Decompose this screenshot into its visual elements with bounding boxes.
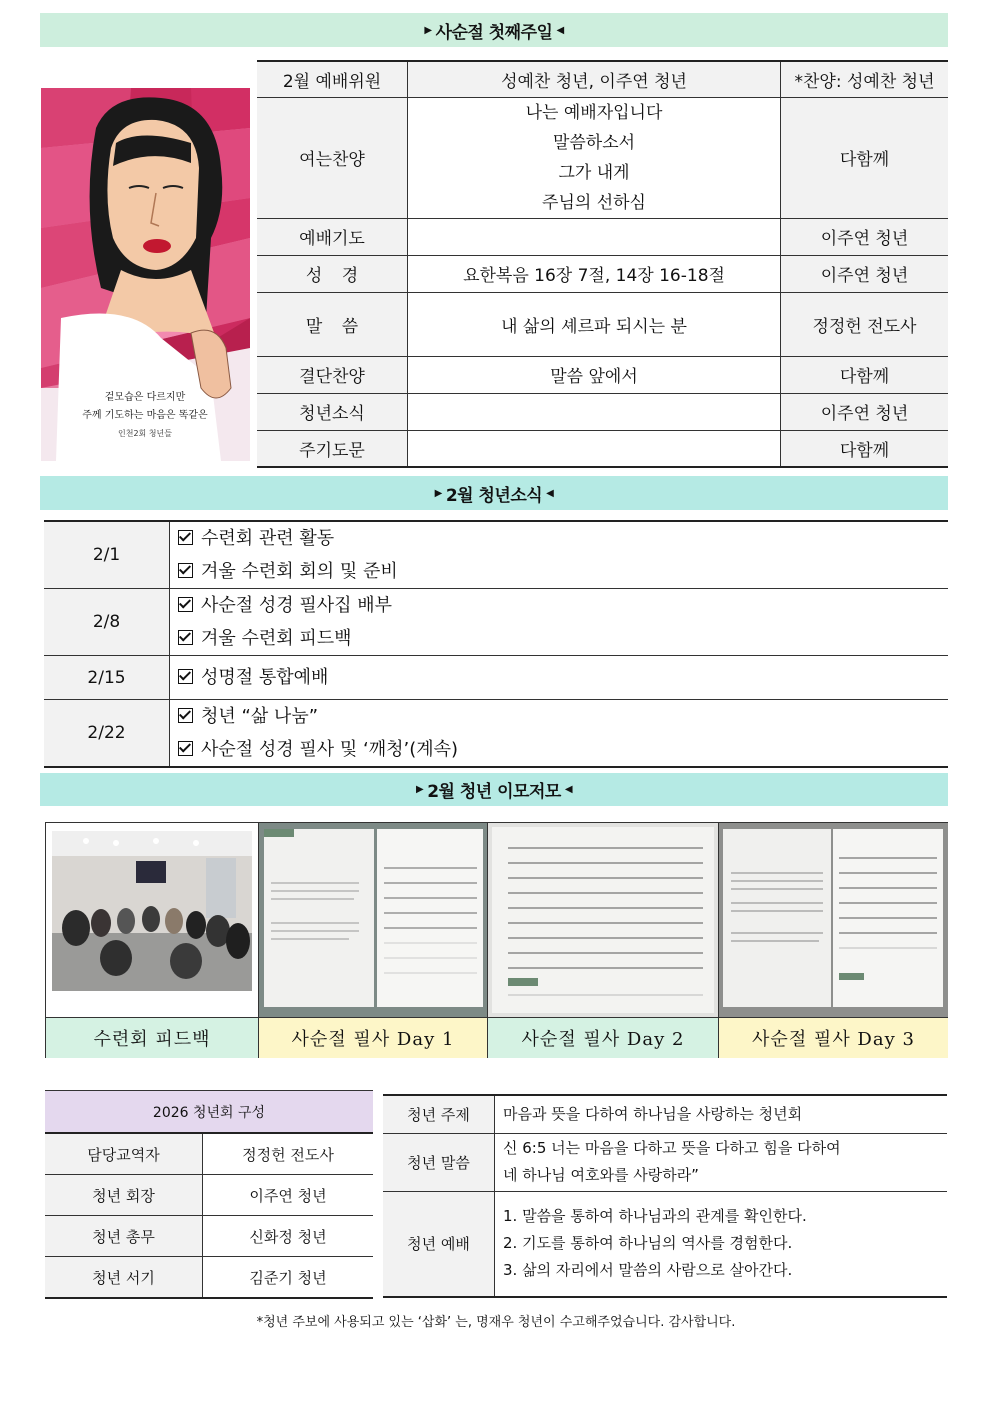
news-item: [178, 661, 948, 694]
news-items: [170, 700, 949, 768]
worship-committee-label: 2월 예배위원: [257, 61, 408, 97]
art-caption-line-1: 겉모습은 다르지만: [104, 392, 186, 403]
song-title: 나는 예배자입니다: [525, 102, 663, 123]
council-title: 2026 청년회 구성: [45, 1091, 373, 1134]
news-item: [178, 733, 948, 766]
news-item-text: 겨울 수련회 회의 및 준비: [201, 561, 398, 582]
triangle-right-icon: ▶: [424, 24, 432, 36]
worship-header-row: [257, 61, 948, 97]
council-row: [45, 1133, 373, 1175]
news-item-text: 성명절 통합예배: [201, 667, 329, 688]
news-row: [44, 700, 948, 768]
news-row: [44, 589, 948, 656]
photo-gallery: [45, 822, 948, 1058]
theme-label: 청년 주제: [383, 1095, 495, 1133]
news-item: [178, 700, 948, 733]
photo-caption: 사순절 필사 Day 3: [719, 1017, 948, 1058]
news-item: [178, 622, 948, 655]
theme-row: [383, 1095, 947, 1133]
checkbox-checked-icon: [178, 597, 193, 612]
worship-row: [257, 430, 948, 467]
theme-value: [495, 1095, 948, 1133]
council-row: [45, 1257, 373, 1299]
worship-row-leader: 이주연 청년: [781, 393, 949, 430]
council-row: [45, 1175, 373, 1216]
worship-row-content: 요한복음 16장 7절, 14장 16-18절: [408, 255, 781, 292]
news-items: [170, 656, 949, 700]
song-title: 주님의 선하심: [542, 192, 646, 213]
worship-row-label: 청년소식: [257, 393, 408, 430]
theme-line: 신 6:5 너는 마음을 다하고 뜻을 다하고 힘을 다하여: [503, 1139, 841, 1157]
art-caption-line-3: 인천2회 청년들: [117, 429, 173, 438]
worship-row: [257, 393, 948, 430]
footer-note: *청년 주보에 사용되고 있는 ‘삽화’ 는, 명재우 청년이 수고해주었습니다. 감사합니다.: [256, 1315, 736, 1330]
theme-table: [383, 1094, 947, 1298]
council-table: [45, 1090, 373, 1299]
worship-row-label: 결단찬양: [257, 356, 408, 393]
worship-row: [257, 255, 948, 292]
news-date: 2/1: [44, 521, 170, 589]
theme-line: 2. 기도를 통하여 하나님의 역사를 경험한다.: [503, 1234, 793, 1253]
news-table: [44, 520, 948, 768]
news-item-text: 청년 “삶 나눔”: [201, 706, 319, 727]
theme-value: [495, 1133, 948, 1191]
worship-row-leader: 다함께: [781, 430, 949, 467]
photo-caption: 사순절 필사 Day 1: [259, 1017, 488, 1058]
worship-row-leader: 다함께: [781, 97, 949, 218]
news-item-text: 겨울 수련회 피드백: [201, 628, 352, 649]
photo-lent-day-2: [488, 823, 719, 1017]
news-date: 2/22: [44, 700, 170, 768]
photo-lent-day-3: [719, 823, 948, 1017]
triangle-right-icon: ▶: [434, 487, 442, 499]
worship-row-label: 말 씀: [257, 292, 408, 356]
theme-row: [383, 1133, 947, 1191]
section-title: 2월 청년소식: [445, 485, 543, 506]
news-row: [44, 656, 948, 700]
news-item-text: 사순절 성경 필사 및 ‘깨청’(계속): [201, 739, 459, 760]
section-banner-gallery: [40, 773, 948, 806]
worship-row-content: 내 삶의 셰르파 되시는 분: [408, 292, 781, 356]
council-role: 청년 회장: [45, 1175, 203, 1216]
checkbox-checked-icon: [178, 563, 193, 578]
triangle-right-icon: ▶: [415, 784, 424, 795]
council-row: [45, 1216, 373, 1257]
section-title: 2월 청년 이모저모: [427, 782, 561, 802]
worship-row: [257, 356, 948, 393]
news-items: [170, 521, 949, 589]
photo-caption: 사순절 필사 Day 2: [488, 1017, 719, 1058]
checkbox-checked-icon: [178, 669, 193, 684]
photo-lent-day-1: [259, 823, 488, 1017]
prayer-illustration: [41, 88, 250, 461]
triangle-left-icon: ◀: [564, 784, 573, 795]
checkbox-checked-icon: [178, 708, 193, 723]
news-item: [178, 589, 948, 622]
theme-label: 청년 예배: [383, 1191, 495, 1297]
opening-songs: [408, 97, 781, 218]
worship-row: [257, 292, 948, 356]
news-date: 2/8: [44, 589, 170, 656]
section-banner-news: [40, 476, 948, 510]
worship-table: [257, 60, 948, 468]
photo-retreat-feedback: [46, 823, 259, 1017]
worship-row-label: 예배기도: [257, 218, 408, 255]
council-name: 이주연 청년: [203, 1175, 374, 1216]
worship-row-label: 여는찬양: [257, 97, 408, 218]
worship-row: [257, 97, 948, 218]
worship-row-leader: 이주연 청년: [781, 255, 949, 292]
news-item: [178, 522, 948, 555]
council-header-row: [45, 1091, 373, 1134]
section-banner-lent: [40, 13, 948, 47]
news-item-text: 수련회 관련 활동: [201, 528, 335, 549]
news-item-text: 사순절 성경 필사집 배부: [201, 595, 393, 616]
checkbox-checked-icon: [178, 530, 193, 545]
photo-caption: 수련회 피드백: [46, 1017, 259, 1058]
theme-line: 3. 삶의 자리에서 말씀의 사람으로 살아간다.: [503, 1261, 793, 1280]
news-item: [178, 555, 948, 588]
song-title: 말씀하소서: [552, 132, 636, 153]
worship-row-label: 주기도문: [257, 430, 408, 467]
council-name: 신화정 청년: [203, 1216, 374, 1257]
worship-row-leader: 이주연 청년: [781, 218, 949, 255]
theme-line: 1. 말씀을 통하여 하나님과의 관계를 확인한다.: [503, 1207, 807, 1226]
theme-line: 마음과 뜻을 다하여 하나님을 사랑하는 청년회: [503, 1104, 803, 1123]
checkbox-checked-icon: [178, 630, 193, 645]
triangle-left-icon: ◀: [546, 487, 554, 499]
worship-choir: *찬양: 성예찬 청년: [781, 61, 949, 97]
section-title: 사순절 첫째주일: [435, 22, 553, 43]
council-role: 담당교역자: [45, 1133, 203, 1175]
worship-row-leader: 다함께: [781, 356, 949, 393]
worship-row: [257, 218, 948, 255]
theme-line: 네 하나님 여호와를 사랑하라”: [503, 1166, 699, 1184]
worship-row-content: [408, 218, 781, 255]
worship-row-content: [408, 430, 781, 467]
theme-label: 청년 말씀: [383, 1133, 495, 1191]
news-row: [44, 521, 948, 589]
art-caption-line-2: 주께 기도하는 마음은 똑같은: [82, 410, 208, 421]
council-role: 청년 총무: [45, 1216, 203, 1257]
worship-committee-members: 성예찬 청년, 이주연 청년: [408, 61, 781, 97]
song-title: 그가 내게: [558, 162, 630, 183]
news-items: [170, 589, 949, 656]
council-role: 청년 서기: [45, 1257, 203, 1299]
council-name: 정정헌 전도사: [203, 1133, 374, 1175]
theme-row: [383, 1191, 947, 1297]
worship-row-content: 말씀 앞에서: [408, 356, 781, 393]
triangle-left-icon: ◀: [556, 24, 564, 36]
theme-value: [495, 1191, 948, 1297]
worship-row-content: [408, 393, 781, 430]
council-name: 김준기 청년: [203, 1257, 374, 1299]
checkbox-checked-icon: [178, 741, 193, 756]
worship-row-label: 성 경: [257, 255, 408, 292]
news-date: 2/15: [44, 656, 170, 700]
worship-row-leader: 정정헌 전도사: [781, 292, 949, 356]
